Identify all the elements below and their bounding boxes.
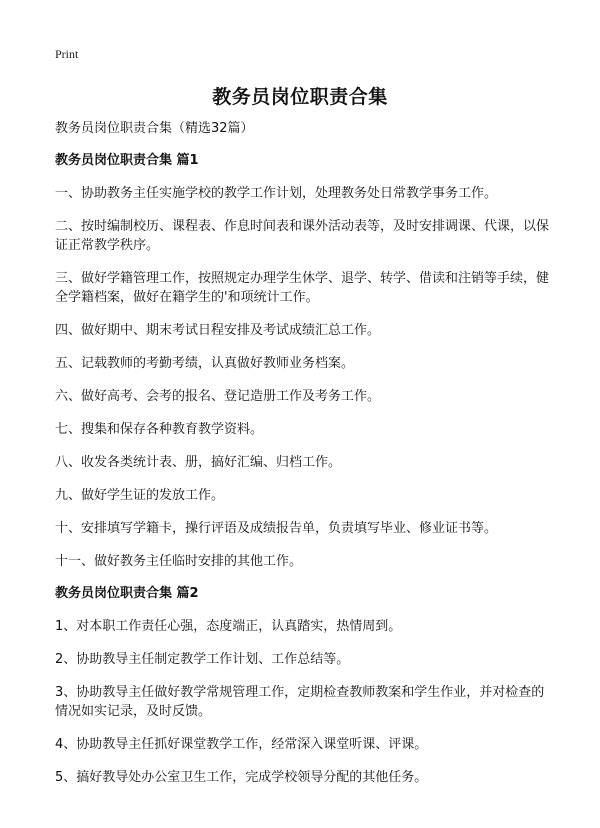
list-item: 四、做好期中、期末考试日程安排及考试成绩汇总工作。 — [55, 323, 381, 338]
list-item: 八、收发各类统计表、册，搞好汇编、归档工作。 — [55, 455, 342, 470]
list-item: 十一、做好教务主任临时安排的其他工作。 — [55, 554, 303, 569]
list-item: 4、协助教导主任抓好课堂教学工作，经常深入课堂听课、评课。 — [55, 737, 428, 752]
list-item: 九、做好学生证的发放工作。 — [55, 488, 225, 503]
list-item: 一、协助教务主任实施学校的教学工作计划，处理教务处日常教学事务工作。 — [55, 186, 498, 201]
list-item: 五、记载教师的考勤考绩，认真做好教师业务档案。 — [55, 356, 355, 371]
list-item: 3、协助教导主任做好教学常规管理工作，定期检查教师教案和学生作业，并对检查的情况如实记录，及时反馈。 — [55, 685, 545, 719]
list-item: 三、做好学籍管理工作，按照规定办理学生休学、退学、转学、借读和注销等手续，健全学籍档案，做好在籍学生的'和项统计工作。 — [55, 271, 550, 305]
page-title: 教务员岗位职责合集 — [212, 86, 388, 108]
list-item: 1、对本职工作责任心强，态度端正，认真踏实，热情周到。 — [55, 619, 402, 634]
section-heading: 教务员岗位职责合集 篇2 — [55, 586, 199, 601]
document-body — [55, 120, 550, 801]
section-2 — [55, 585, 550, 787]
list-item: 二、按时编制校历、课程表、作息时间表和课外活动表等，及时安排调课、代课，以保证正常教学秩序。 — [55, 219, 550, 253]
list-item: 5、搞好教导处办公室卫生工作，完成学校领导分配的其他任务。 — [55, 770, 428, 785]
print-label: Print — [55, 47, 79, 61]
list-item: 十、安排填写学籍卡，操行评语及成绩报告单，负责填写毕业、修业证书等。 — [55, 521, 498, 536]
document-subtitle: 教务员岗位职责合集（精选32篇） — [55, 121, 254, 136]
list-item: 2、协助教导主任制定教学工作计划、工作总结等。 — [55, 652, 350, 667]
list-item: 六、做好高考、会考的报名、登记造册工作及考务工作。 — [55, 389, 381, 404]
list-item: 七、搜集和保存各种教育教学资料。 — [55, 422, 264, 437]
section-heading: 教务员岗位职责合集 篇1 — [55, 153, 199, 168]
section-1 — [55, 152, 550, 571]
